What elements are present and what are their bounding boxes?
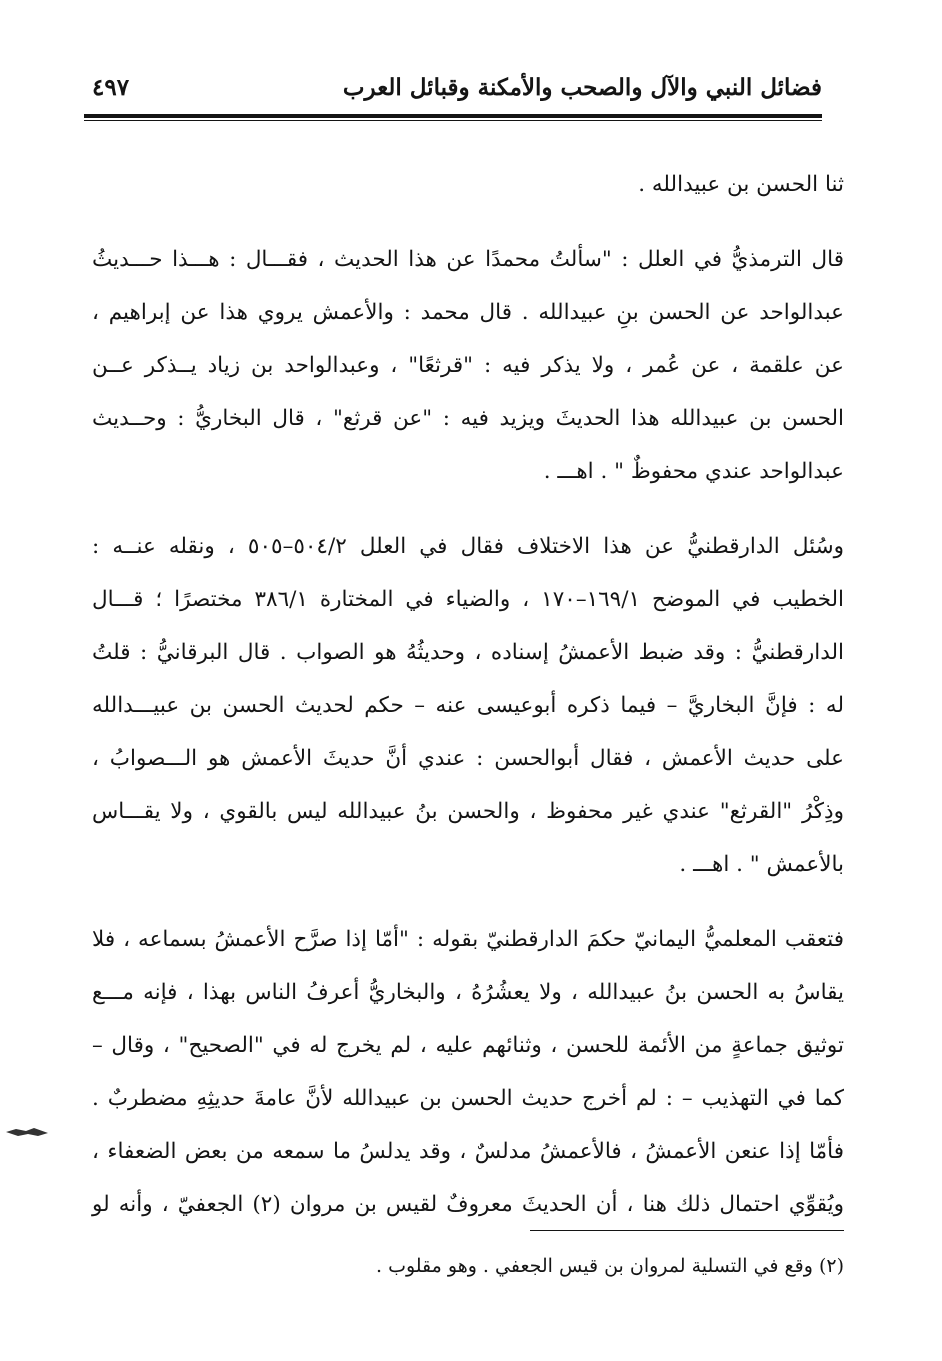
text-line: وذِكْرُ "القرثع" عندي غير محفوظ ، والحسن بنُ عبيدالله ليس بالقوي ، ولا يقـــاس [92, 799, 844, 824]
text-line: يقاسُ به الحسن بنُ عبيدالله ، ولا يعشُرُهُ ، والبخاريُّ أعرفُ الناس بهذا ، فإنه مـــع [92, 980, 844, 1005]
text-line: وسُئل الدارقطنيُّ عن هذا الاختلاف فقال في العلل ٥٠٤/٢–٥٠٥ ، ونقله عنــه : [92, 534, 844, 559]
text-line: كما في التهذيب – : لم أخرج حديث الحسن بن عبيدالله لأنَّ عامةَ حديثِهِ مضطربٌ . [92, 1086, 844, 1111]
paragraph-gap [92, 891, 844, 913]
text-line: ثنا الحسن بن عبيدالله . [638, 172, 844, 197]
text-line: عبدالواحد عندي محفوظٌ " . اهـــ . [543, 459, 844, 484]
text-line: توثيق جماعةٍ من الأئمة للحسن ، وثنائهم عليه ، لم يخرج له في "الصحيح" ، وقال – [92, 1033, 844, 1058]
text-line: عبدالواحد عن الحسن بنِ عبيدالله . قال محمد : والأعمش يروي هذا عن إبراهيم ، [92, 300, 844, 325]
header-rule-thick [84, 114, 822, 118]
scan-smudge [4, 1124, 50, 1140]
text-line: على حديث الأعمش ، فقال أبوالحسن : عندي أنَّ حديثَ الأعمش هو الـــصوابُ ، [92, 746, 844, 771]
running-header [88, 70, 822, 110]
main-text [92, 158, 844, 1231]
running-title: فضائل النبي والآل والصحب والأمكنة وقبائل العرب [342, 74, 822, 101]
paragraph-tirmidhi [92, 233, 844, 498]
text-line: الحسن بن عبيدالله هذا الحديثَ ويزيد فيه : "عن قرثع" ، قال البخاريُّ : وحــديث [92, 406, 844, 431]
text-line: فأمّا إذا عنعن الأعمشُ ، فالأعمشُ مدلسٌ ، وقد يدلسُ ما سمعه من بعض الضعفاء ، [92, 1139, 844, 1164]
text-line: الخطيب في الموضح ١٦٩/١–١٧٠ ، والضياء في المختارة ٣٨٦/١ مختصرًا ؛ قـــال [92, 587, 844, 612]
footnote-separator [530, 1230, 844, 1231]
paragraph-gap [92, 498, 844, 520]
page-number: ٤٩٧ [92, 74, 130, 101]
text-line: فتعقب المعلميُّ اليمانيّ حكمَ الدارقطنيّ بقوله : "أمّا إذا صرَّح الأعمشُ بسماعه ، فلا [92, 927, 844, 952]
text-line: له : فإنَّ البخاريَّ – فيما ذكره أبوعيسى عنه – حكم لحديث الحسن بن عبيـــدالله [92, 693, 844, 718]
header-rule-thin [84, 120, 822, 121]
text-line: عن علقمة ، عن عُمر ، ولا يذكر فيه : "قرثعًا" ، وعبدالواحد بن زياد يــذكر عــن [92, 353, 844, 378]
text-line: الدارقطنيُّ : وقد ضبط الأعمشُ إسناده ، وحديثُهُ هو الصواب . قال البرقانيُّ : قلتُ [92, 640, 844, 665]
paragraph-gap [92, 211, 844, 233]
text-line: قال الترمذيُّ في العلل : "سألتُ محمدًا عن هذا الحديث ، فقـــال : هـــذا حـــديثُ [92, 247, 844, 272]
text-line: بالأعمش " . اهـــ . [679, 852, 844, 877]
text-line: ويُقوِّي احتمال ذلك هنا ، أن الحديثَ معروفٌ لقيس بن مروان (٢) الجعفيّ ، وأنه لو [92, 1192, 845, 1217]
footnote: (٢) وقع في التسلية لمروان بن قيس الجعفي . وهو مقلوب . [375, 1255, 844, 1277]
paragraph-daraqutni [92, 520, 844, 891]
paragraph-muallimi [92, 913, 844, 1231]
